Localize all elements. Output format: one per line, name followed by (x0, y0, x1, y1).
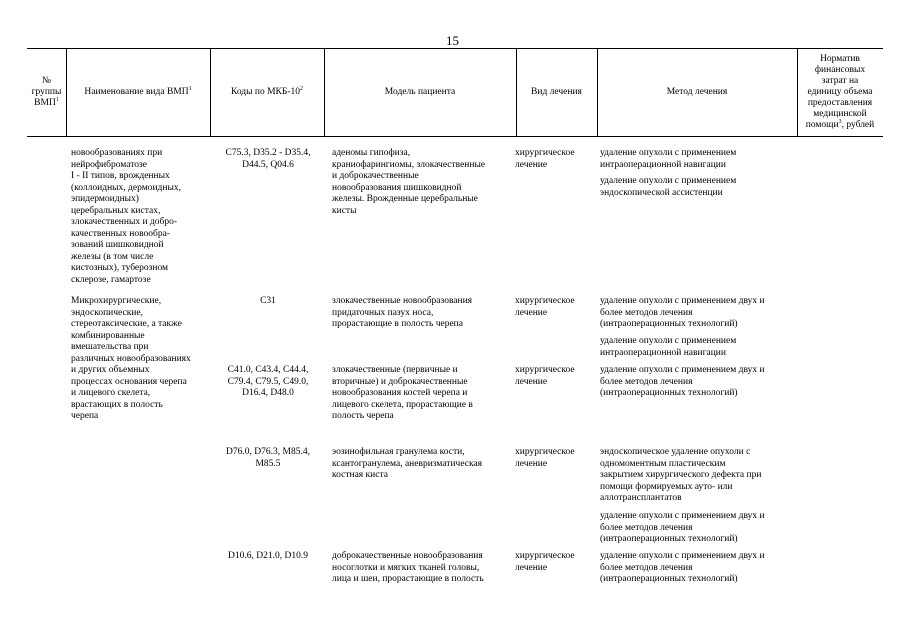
treatment-method-row: удаление опухоли с применением двух и более методов лечения (интраоперационных технологий) (600, 296, 765, 329)
vmp-name-continued: новообразованиях при нейрофиброматозе I - II типов, врожденных (коллоидных, дермоидных, эпидермоидных) церебральных кистах, злокачественных и добро- качественных новообра- зований шишковидной железы (в том числе кистозных), туберозном склерозе, гамартозе (71, 148, 181, 285)
treatment-method-row: удаление опухоли с применением эндоскопической ассистенции (600, 176, 737, 198)
treatment-method-row: удаление опухоли с применением двух и более методов лечения (интраоперационных технологий) (600, 365, 765, 398)
treatment-type-row: хирургическое лечение (515, 551, 575, 573)
header-group-number: № группы ВМП$^1$ (31, 75, 62, 108)
treatment-type-row: хирургическое лечение (515, 365, 575, 387)
treatment-type-row: хирургическое лечение (515, 296, 575, 318)
icd-codes-row: D10.6, D21.0, D10.9 (228, 551, 308, 561)
treatment-method-row: удаление опухоли с применением интраоперационной навигации (600, 148, 737, 170)
treatment-type-row: хирургическое лечение (515, 148, 575, 170)
header-bottom-border (27, 136, 883, 137)
header-vmp-name: Наименование вида ВМП$^1$ (84, 85, 192, 97)
icd-codes-row: C75.3, D35.2 - D35.4, D44.5, Q04.6 (225, 148, 311, 170)
header-treatment-type: Вид лечения (531, 86, 582, 97)
patient-model-row: аденомы гипофиза, краниофарингиомы, злокачественные и доброкачественные новообразования шишковидной железы. Врожденные церебральные кисты (332, 148, 486, 216)
header-patient-model: Модель пациента (384, 86, 456, 97)
page-number: 15 (446, 33, 459, 48)
treatment-method-row: удаление опухоли с применением интраоперационной навигации (600, 336, 737, 358)
treatment-method-row: удаление опухоли с применением двух и более методов лечения (интраоперационных технологий) (600, 551, 765, 584)
icd-codes-row: C31 (260, 296, 276, 306)
icd-codes-row: C41.0, C43.4, C44.4, C79.4, C79.5, C49.0, D16.4, D48.0 (227, 365, 309, 398)
treatment-type-row: хирургическое лечение (515, 447, 575, 469)
patient-model-row: эозинофильная гранулема кости, ксантогранулема, аневризматическая костная киста (332, 447, 483, 480)
header-financial-norm: Норматив финансовых затрат на единицу объема предоставления медицинской помощи$^3$, рублей (805, 53, 875, 130)
patient-model-row: доброкачественные новообразования носоглотки и мягких тканей головы, лица и шеи, прорастающие в полость (332, 551, 484, 584)
patient-model-row: злокачественные (первичные и вторичные) и доброкачественные новообразования костей черепа и лицевого скелета, прорастающие в полость черепа (332, 365, 473, 421)
icd-codes-row: D76.0, D76.3, M85.4, M85.5 (226, 447, 310, 469)
vmp-name-skull-base: Микрохирургические, эндоскопические, стереотаксические, а также комбинированные вмешательства при различных новообразованиях и других объемных процессах основания черепа и лицевого скелета, врастающих в полость черепа (71, 296, 191, 421)
header-icd-codes: Коды по МКБ-$10^2$ (230, 85, 304, 97)
patient-model-row: злокачественные новообразования придаточных пазух носа, прорастающие в полость черепа (332, 296, 473, 329)
treatment-method-row: эндоскопическое удаление опухоли с одномоментным пластическим закрытием хирургического дефекта при помощи формируемых ауто- или аллотрансплантатов (600, 447, 762, 503)
treatment-method-row: удаление опухоли с применением двух и более методов лечения (интраоперационных технологий) (600, 511, 765, 544)
header-treatment-method: Метод лечения (666, 86, 728, 97)
